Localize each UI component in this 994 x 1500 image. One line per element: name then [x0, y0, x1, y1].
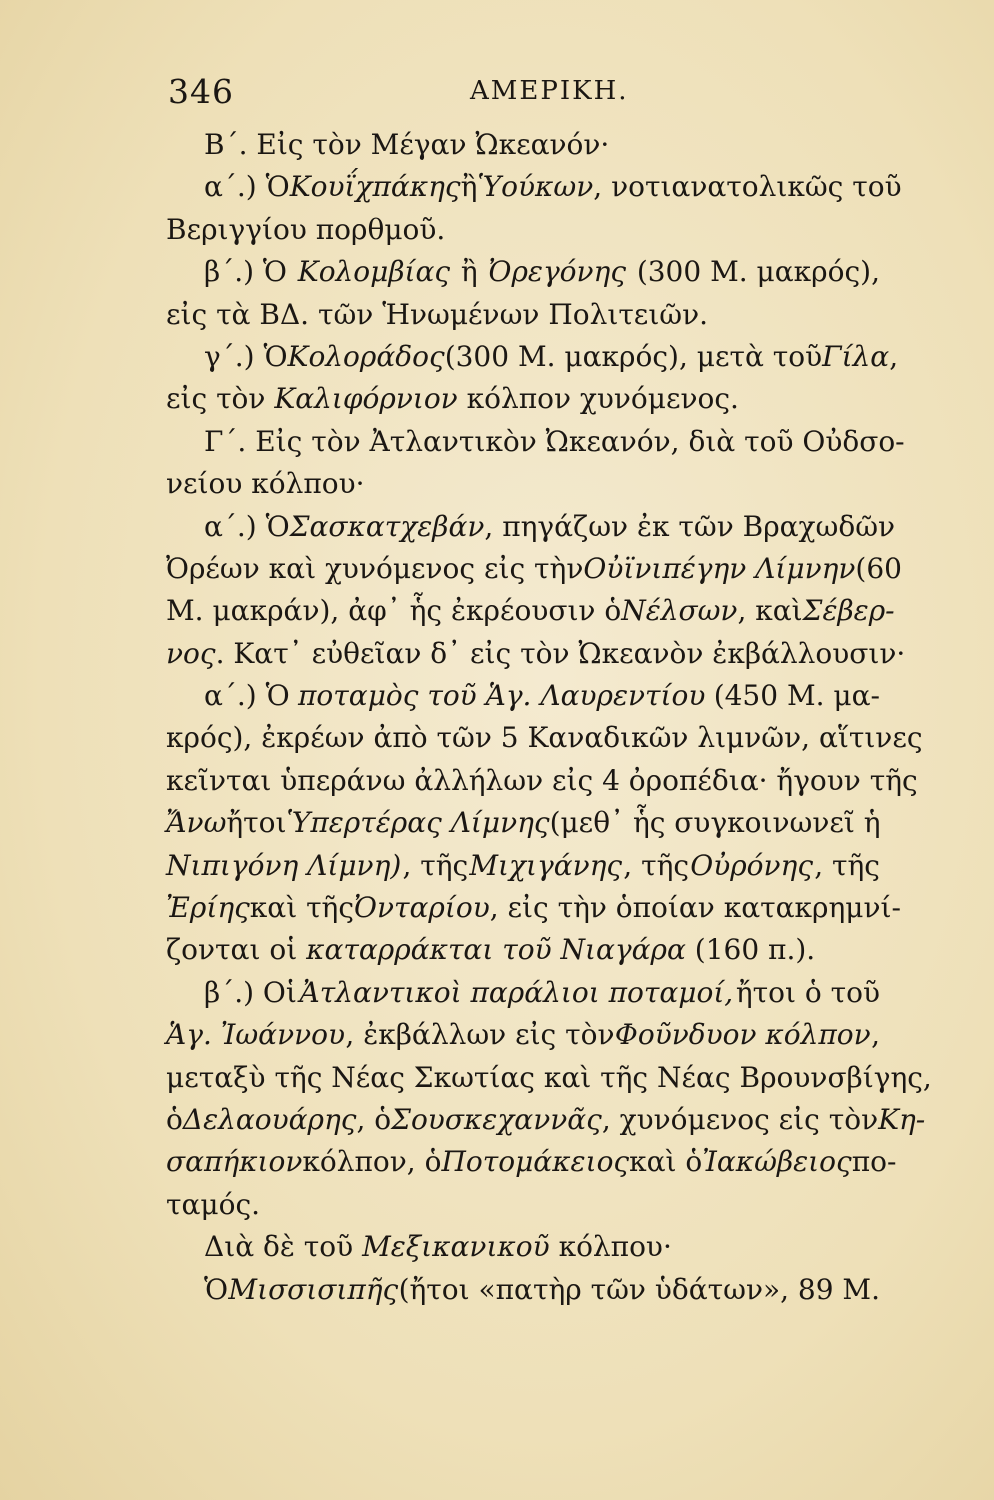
text-line — [166, 294, 880, 336]
text-line — [166, 166, 902, 208]
page-number: 346 — [168, 72, 234, 111]
text-segment: (300 Μ. μακρός), μετὰ τοῦ — [444, 339, 823, 373]
page-header — [168, 72, 880, 120]
text-line — [166, 548, 902, 590]
text-line — [166, 717, 923, 759]
text-segment: , — [889, 339, 899, 373]
italic-text: Ἄνω — [166, 806, 227, 840]
text-segment: ἢ — [460, 255, 478, 289]
text-segment: γ΄.) Ὁ — [204, 339, 288, 373]
text-segment: μεταξὺ τῆς Νέας Σκωτίας καὶ τῆς Νέας Βρουνσβίγης, — [166, 1060, 932, 1094]
text-segment: εἰς τὸν — [166, 382, 275, 416]
italic-text: Κολομβίας — [297, 255, 451, 289]
text-line — [166, 1269, 880, 1311]
text-segment: κεῖνται ὑπεράνω ἀλλήλων εἰς 4 ὀροπέδια· ἤγουν τῆς — [166, 763, 918, 797]
text-segment: , καὶ — [737, 594, 803, 628]
text-segment: ἤτοι ὁ τοῦ — [735, 975, 880, 1009]
text-segment: (300 Μ. μακρός), — [636, 255, 880, 289]
text-segment: Γ΄. Εἰς τὸν Ἀτλαντικὸν Ὠκεανόν, διὰ τοῦ Οὐδσο- — [204, 424, 905, 458]
text-segment: . Κατ᾽ εὐθεῖαν δ᾽ εἰς τὸν Ὠκεανὸν ἐκβάλλουσιν· — [215, 636, 906, 670]
text-segment: ἤτοι — [226, 806, 287, 840]
text-segment: ζονται οἱ — [166, 933, 307, 967]
text-line — [166, 1184, 880, 1226]
italic-text: Ἰακώβειος — [702, 1145, 852, 1179]
text-line — [166, 378, 880, 420]
text-segment: Ὁ — [204, 1272, 229, 1306]
body-text — [166, 124, 932, 1311]
text-segment: ταμός. — [166, 1187, 261, 1221]
italic-text: Ὑούκων — [477, 170, 594, 204]
text-line — [166, 1014, 880, 1056]
italic-text: Σέβερ- — [802, 594, 895, 628]
text-segment: , εἰς τὴν ὁποίαν κατακρημνί- — [489, 891, 901, 925]
italic-text: Ἀτλαντικοὶ παράλιοι ποταμοί, — [299, 975, 734, 1009]
text-line — [166, 633, 906, 675]
text-line — [166, 124, 880, 166]
italic-text: Σασκατχεβάν — [289, 509, 485, 543]
running-head: ΑΜΕΡΙΚΗ. — [470, 76, 629, 106]
text-line — [166, 463, 880, 505]
text-segment: πο- — [851, 1145, 897, 1179]
italic-text: Κολοράδος — [287, 339, 445, 373]
italic-text: Μεξικανικοῦ — [362, 1230, 550, 1264]
text-segment: εἰς τὰ ΒΔ. τῶν Ἡνωμένων Πολιτειῶν. — [166, 297, 709, 331]
text-segment: νείου κόλπου· — [166, 467, 365, 501]
italic-text: Ἐρίης — [166, 891, 250, 925]
text-segment: , ἐκβάλλων εἰς τὸν — [345, 1018, 615, 1052]
text-line — [166, 421, 905, 463]
italic-text: καταρράκται τοῦ Νιαγάρα — [306, 933, 686, 967]
text-line — [166, 1099, 926, 1141]
text-segment: Βεριγγίου πορθμοῦ. — [166, 212, 446, 246]
text-segment: Β΄. Εἰς τὸν Μέγαν Ὠκεανόν· — [204, 128, 610, 161]
text-segment: , τῆς — [623, 848, 690, 882]
text-line — [166, 675, 880, 717]
text-segment: Μ. μακράν), ἀφ᾽ ἧς ἐκρέουσιν ὁ — [166, 594, 622, 628]
text-segment: β΄.) Ὁ — [204, 255, 287, 289]
text-line — [166, 209, 880, 251]
text-segment: , χυνόμενος εἰς τὸν — [601, 1102, 879, 1136]
text-segment: ὁ — [166, 1102, 183, 1136]
text-segment: καὶ ὁ — [629, 1145, 703, 1179]
italic-text: Ὀνταρίου — [354, 891, 490, 925]
italic-text: Κουΐχπάκης — [289, 170, 461, 204]
text-segment: , πηγάζων ἐκ τῶν Βραχωδῶν — [484, 509, 896, 543]
italic-text: Σουσκεχαννᾶς — [391, 1102, 602, 1136]
italic-text: Κη- — [878, 1102, 926, 1136]
italic-text: Ὀρεγόνης — [488, 255, 627, 289]
text-segment: (μεθ᾽ ἧς συγκοινωνεῖ ἡ — [549, 806, 881, 840]
text-segment: , ὁ — [356, 1102, 392, 1136]
text-segment: (450 Μ. μα- — [713, 679, 880, 713]
text-segment: Διὰ δὲ τοῦ — [204, 1230, 363, 1264]
italic-text: Νιπιγόνη Λίμνη) — [166, 848, 402, 882]
italic-text: Ποτομάκειος — [441, 1145, 630, 1179]
text-line — [166, 929, 880, 971]
italic-text: Οὐρόνης — [690, 848, 814, 882]
italic-text: νος — [166, 636, 216, 670]
italic-text: Καλιφόρνιον — [274, 382, 458, 416]
text-segment: κόλπου· — [549, 1230, 672, 1264]
text-line — [166, 760, 918, 802]
text-segment: Ὀρέων καὶ χυνόμενος εἰς τὴν — [166, 551, 584, 585]
text-segment: (160 π.). — [685, 933, 816, 967]
text-segment: α΄.) Ὁ — [204, 509, 290, 543]
text-segment: κρός), ἐκρέων ἀπὸ τῶν 5 Καναδικῶν λιμνῶν, αἵτινες — [166, 721, 923, 755]
italic-text: Ἁγ. Ἰωάννου — [166, 1018, 346, 1052]
italic-text: Ὑπερτέρας Λίμνης — [286, 806, 550, 840]
text-line — [166, 1141, 897, 1183]
italic-text: Νέλσων — [621, 594, 738, 628]
text-line — [166, 506, 896, 548]
italic-text: Φοῦνδυον κόλπον — [614, 1018, 871, 1052]
text-line — [166, 845, 880, 887]
text-line — [166, 802, 880, 844]
italic-text: Οὐϊνιπέγην Λίμνην — [583, 551, 856, 585]
italic-text: Δελαουάρης — [182, 1102, 357, 1136]
text-segment: , τῆς — [814, 848, 880, 882]
text-line — [166, 1057, 932, 1099]
text-segment: κόλπον χυνόμενος. — [457, 382, 739, 416]
text-segment: α΄.) Ὁ — [204, 679, 290, 713]
text-line — [166, 972, 880, 1014]
text-segment: β΄.) Οἱ — [204, 975, 297, 1009]
text-segment: (ἤτοι «πατὴρ τῶν ὑδάτων», 89 Μ. — [398, 1272, 880, 1306]
text-line — [166, 887, 901, 929]
text-line — [166, 1226, 880, 1268]
text-line — [166, 590, 895, 632]
text-segment: , τῆς — [402, 848, 469, 882]
italic-text: Μιχιγάνης — [469, 848, 623, 882]
text-line — [166, 336, 899, 378]
text-segment: κόλπον, ὁ — [302, 1145, 442, 1179]
text-segment: α΄.) Ὁ — [204, 170, 290, 204]
text-segment: , — [871, 1018, 880, 1052]
text-line — [166, 251, 880, 293]
italic-text: ποταμὸς τοῦ Ἁγ. Λαυρεντίου — [298, 679, 706, 713]
text-segment: (60 — [855, 551, 902, 585]
italic-text: Μισσισιπῆς — [228, 1272, 399, 1306]
text-segment: καὶ τῆς — [249, 891, 355, 925]
italic-text: σαπήκιον — [166, 1145, 303, 1179]
text-segment: ἢ — [460, 170, 478, 204]
text-segment: , νοτιανατολικῶς τοῦ — [593, 170, 902, 204]
italic-text: Γίλα — [822, 339, 890, 373]
